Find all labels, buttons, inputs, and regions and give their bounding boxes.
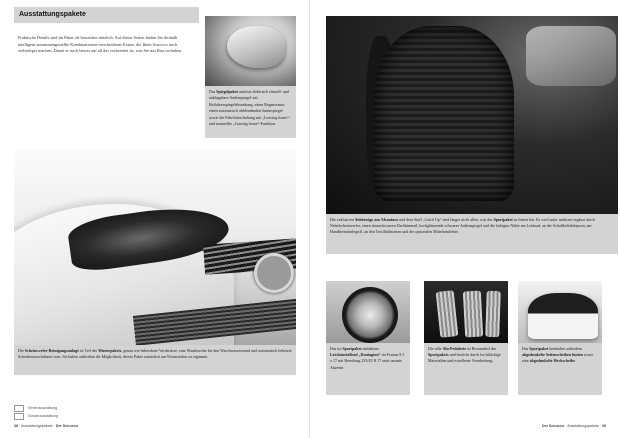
pedal-image bbox=[485, 291, 501, 337]
footer-section: Ausstattungspakete bbox=[567, 424, 599, 428]
mirror-photo bbox=[205, 16, 296, 86]
legend-sonder: Sonderausstattung bbox=[14, 412, 58, 420]
headlight-photo bbox=[14, 149, 296, 345]
alloy-wheel-image bbox=[342, 287, 398, 343]
seats-photo bbox=[326, 16, 618, 214]
legend-serien: Serienausstattung bbox=[14, 404, 58, 412]
headlight-caption: Die Scheinwerfer-Reinigungsanlage ist Teil des Winterpakets, genau wie beheizbare Vordersitze, eine Warnleuchte für den Waschwasserstand und automatisch beheizte Scheibenwaschdüsen vorn. Sie haben außerdem die Möglichkeit, dieses Paket zusätzlich um Winterreifen zu ergänzen. bbox=[14, 345, 296, 375]
equipment-legend bbox=[14, 404, 58, 420]
pedals-photo bbox=[424, 281, 508, 343]
side-mirror-image bbox=[227, 26, 285, 68]
sport-seat-image bbox=[374, 26, 514, 201]
wheel-photo bbox=[326, 281, 410, 343]
pedal-image bbox=[436, 290, 459, 338]
right-footer: Der Scirocco · Ausstattungspakete · 39 bbox=[542, 424, 606, 428]
left-footer: 38 · Ausstattungspakete · Der Scirocco bbox=[14, 424, 78, 428]
rear-window-caption: Das Sportpaket beinhaltet außerdem abgedunkelte Seitenscheiben hinten sowie eine abgedunkelte Heckscheibe. bbox=[518, 343, 602, 395]
legend-box-icon bbox=[14, 413, 24, 420]
window-light-image bbox=[526, 26, 616, 86]
footer-model: Der Scirocco bbox=[542, 424, 565, 428]
pedals-caption: Die edle Alu-Pedalerie ist Bestandteil des Sportpakets und besticht durch hochflächige Materialien und exzellente Verarbeitung. bbox=[424, 343, 508, 395]
intro-paragraph: Praktische Details sind im Paket oft besonders nützlich. Auf dieser Seiten finden Sie deshalb intelligent zusammengestellte Kombinationen verschiedener Extras, die Ihren Scirocco noch vielseitiger machen. Damit er noch besser auf all das vorbereitet ist, was Sie mit Ihm vorhaben. bbox=[18, 35, 182, 54]
rear-window-photo bbox=[518, 281, 602, 343]
wheel-caption: Das im Sportpaket enthaltene Leichtmetallrad „Donington“ im Format 8 J x 17 mit Bereifung 235/45 R 17 setzt rasante Akzente. bbox=[326, 343, 410, 395]
pedal-image bbox=[463, 291, 483, 338]
seats-caption: Die exklusiven Sitzbezüge aus Alcantara und dem Stoff „Catch Up“ sind länger nicht allen, was das Sportpaket zu bieten hat. Es wird unter anderem ergänzt durch Nebelscheinwerfer, einen titanschwarzen Dachhimmel, hochglänzende schwarze Außenspiegel und die farbigen Nähte am Lenkrad, an der Schaltbeleikelapsen, am Handbremsbelegriff, an den Textilfußmatten und der optionalen Mittelarmlehne. bbox=[326, 214, 618, 254]
vw-logo-icon bbox=[254, 253, 294, 293]
footer-section: Ausstattungspakete bbox=[21, 424, 53, 428]
page-number: 38 bbox=[14, 424, 18, 428]
rear-car-image bbox=[528, 293, 598, 339]
section-title: Ausstattungspakete bbox=[14, 7, 199, 23]
right-page bbox=[310, 0, 620, 438]
footer-model: Der Scirocco bbox=[55, 424, 78, 428]
page-number: 39 bbox=[602, 424, 606, 428]
legend-box-icon bbox=[14, 405, 24, 412]
mirror-caption: Das Spiegelpaket umfasst elektrisch einstell- und anklappbare Außenspiegel mit Beifahrerspiegelabsenkung, einen Regensensor, einen automatisch abblendenden Innenspiegel sowie die Fahrlichtschaltung mit „Leaving home“- und manueller „Coming home“-Funktion. bbox=[205, 86, 296, 138]
